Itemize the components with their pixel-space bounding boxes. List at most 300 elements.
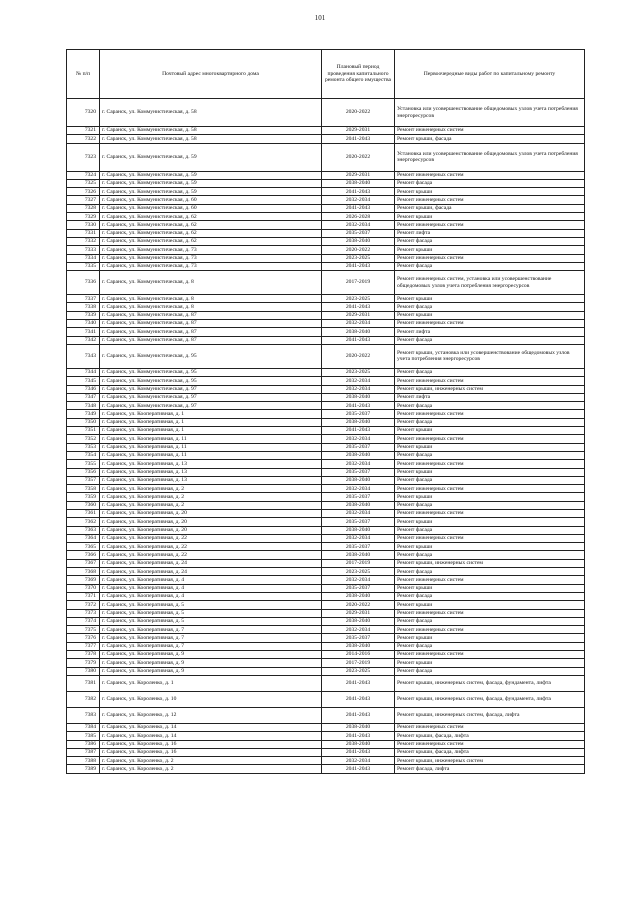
address-cell: г. Саранск, ул. Коммунистическая, д. 97 xyxy=(100,402,322,410)
address-cell: г. Саранск, ул. Кооперативная, д. 11 xyxy=(100,451,322,459)
works-cell: Ремонт инженерных систем xyxy=(395,435,585,443)
works-cell: Ремонт крыши xyxy=(395,427,585,435)
works-cell: Ремонт крыши, фасада, лифта xyxy=(395,748,585,756)
row-number-cell: 7381 xyxy=(67,675,100,691)
table-row xyxy=(67,526,585,534)
table-row xyxy=(67,229,585,237)
period-cell: 2041-2043 xyxy=(322,691,395,707)
period-cell: 2035-2037 xyxy=(322,518,395,526)
period-cell: 2023-2025 xyxy=(322,368,395,376)
address-cell: г. Саранск, ул. Коммунистическая, д. 60 xyxy=(100,196,322,204)
address-cell: г. Саранск, ул. Кооперативная, д. 9 xyxy=(100,651,322,659)
address-cell: г. Саранск, ул. Кооперативная, д. 2 xyxy=(100,501,322,509)
address-cell: г. Саранск, ул. Кооперативная, д. 1 xyxy=(100,418,322,426)
table-body xyxy=(67,99,585,774)
table-row xyxy=(67,518,585,526)
table-row xyxy=(67,295,585,303)
period-cell: 2020-2022 xyxy=(322,99,395,127)
works-cell: Ремонт крыши xyxy=(395,634,585,642)
table-row xyxy=(67,320,585,328)
period-cell: 2038-2040 xyxy=(322,723,395,731)
table-row xyxy=(67,659,585,667)
address-cell: г. Саранск, ул. Кооперативная, д. 5 xyxy=(100,609,322,617)
period-cell: 2038-2040 xyxy=(322,451,395,459)
row-number-cell: 7337 xyxy=(67,295,100,303)
row-number-cell: 7334 xyxy=(67,254,100,262)
address-cell: г. Саранск, ул. Кооперативная, д. 13 xyxy=(100,468,322,476)
period-cell: 2038-2040 xyxy=(322,642,395,650)
table-row xyxy=(67,135,585,143)
table-row xyxy=(67,427,585,435)
period-cell: 2041-2043 xyxy=(322,748,395,756)
table-row xyxy=(67,609,585,617)
table-row xyxy=(67,204,585,212)
table-row xyxy=(67,460,585,468)
table-row xyxy=(67,723,585,731)
period-cell: 2026-2028 xyxy=(322,213,395,221)
period-cell: 2041-2043 xyxy=(322,765,395,773)
address-cell: г. Саранск, ул. Кооперативная, д. 4 xyxy=(100,584,322,592)
works-cell: Ремонт лифта xyxy=(395,229,585,237)
works-cell: Ремонт крыши xyxy=(395,518,585,526)
table-row xyxy=(67,344,585,368)
period-cell: 2020-2022 xyxy=(322,246,395,254)
row-number-cell: 7356 xyxy=(67,468,100,476)
row-number-cell: 7363 xyxy=(67,526,100,534)
table-row xyxy=(67,443,585,451)
works-cell: Ремонт крыши xyxy=(395,584,585,592)
period-cell: 2035-2037 xyxy=(322,468,395,476)
address-cell: г. Саранск, ул. Кооперативная, д. 7 xyxy=(100,642,322,650)
address-cell: г. Саранск, ул. Кооперативная, д. 20 xyxy=(100,526,322,534)
period-cell: 2032-2034 xyxy=(322,509,395,517)
works-cell: Ремонт фасада xyxy=(395,568,585,576)
works-cell: Ремонт крыши, установка или усовершенствование общедомовых узлов учета потребления энергоресурсов xyxy=(395,344,585,368)
table-row xyxy=(67,246,585,254)
table-row xyxy=(67,418,585,426)
works-cell: Ремонт лифта xyxy=(395,393,585,401)
period-cell: 2038-2040 xyxy=(322,328,395,336)
row-number-cell: 7365 xyxy=(67,543,100,551)
period-cell: 2032-2034 xyxy=(322,485,395,493)
row-number-cell: 7325 xyxy=(67,179,100,187)
row-number-cell: 7324 xyxy=(67,171,100,179)
row-number-cell: 7362 xyxy=(67,518,100,526)
row-number-cell: 7361 xyxy=(67,509,100,517)
row-number-cell: 7328 xyxy=(67,204,100,212)
row-number-cell: 7366 xyxy=(67,551,100,559)
works-cell: Ремонт фасада xyxy=(395,642,585,650)
works-cell: Ремонт инженерных систем xyxy=(395,485,585,493)
header-address: Почтовый адрес многоквартирного дома xyxy=(100,50,322,99)
address-cell: г. Саранск, ул. Кооперативная, д. 5 xyxy=(100,601,322,609)
works-cell: Ремонт инженерных систем xyxy=(395,534,585,542)
period-cell: 2023-2025 xyxy=(322,568,395,576)
works-cell: Ремонт фасада xyxy=(395,179,585,187)
table-row xyxy=(67,221,585,229)
header-num: № п/п xyxy=(67,50,100,99)
period-cell: 2020-2022 xyxy=(322,344,395,368)
row-number-cell: 7338 xyxy=(67,303,100,311)
works-cell: Ремонт крыши xyxy=(395,468,585,476)
works-cell: Ремонт инженерных систем xyxy=(395,377,585,385)
address-cell: г. Саранск, ул. Кооперативная, д. 13 xyxy=(100,476,322,484)
address-cell: г. Саранск, ул. Кооперативная, д. 11 xyxy=(100,435,322,443)
table-row xyxy=(67,476,585,484)
address-cell: г. Саранск, ул. Короленко, д. 2 xyxy=(100,765,322,773)
works-cell: Ремонт фасада xyxy=(395,402,585,410)
address-cell: г. Саранск, ул. Коммунистическая, д. 87 xyxy=(100,311,322,319)
header-period: Плановый период проведения капитального ремонта общего имущества xyxy=(322,50,395,99)
works-cell: Ремонт фасада xyxy=(395,551,585,559)
address-cell: г. Саранск, ул. Коммунистическая, д. 87 xyxy=(100,328,322,336)
address-cell: г. Саранск, ул. Кооперативная, д. 22 xyxy=(100,551,322,559)
address-cell: г. Саранск, ул. Коммунистическая, д. 73 xyxy=(100,246,322,254)
address-cell: г. Саранск, ул. Кооперативная, д. 9 xyxy=(100,667,322,675)
works-cell: Ремонт крыши, фасада, лифта xyxy=(395,732,585,740)
table-row xyxy=(67,765,585,773)
period-cell: 2035-2037 xyxy=(322,584,395,592)
table-row xyxy=(67,99,585,127)
row-number-cell: 7341 xyxy=(67,328,100,336)
works-cell: Ремонт инженерных систем xyxy=(395,509,585,517)
period-cell: 2041-2043 xyxy=(322,188,395,196)
address-cell: г. Саранск, ул. Короленко, д. 16 xyxy=(100,740,322,748)
period-cell: 2020-2022 xyxy=(322,143,395,171)
period-cell: 2035-2037 xyxy=(322,410,395,418)
address-cell: г. Саранск, ул. Кооперативная, д. 7 xyxy=(100,626,322,634)
period-cell: 2017-2019 xyxy=(322,559,395,567)
address-cell: г. Саранск, ул. Кооперативная, д. 11 xyxy=(100,443,322,451)
address-cell: г. Саранск, ул. Кооперативная, д. 20 xyxy=(100,518,322,526)
row-number-cell: 7322 xyxy=(67,135,100,143)
address-cell: г. Саранск, ул. Коммунистическая, д. 87 xyxy=(100,336,322,344)
row-number-cell: 7323 xyxy=(67,143,100,171)
table-row xyxy=(67,385,585,393)
row-number-cell: 7358 xyxy=(67,485,100,493)
address-cell: г. Саранск, ул. Коммунистическая, д. 95 xyxy=(100,377,322,385)
address-cell: г. Саранск, ул. Коммунистическая, д. 73 xyxy=(100,262,322,270)
table-row xyxy=(67,559,585,567)
period-cell: 2038-2040 xyxy=(322,501,395,509)
address-cell: г. Саранск, ул. Коммунистическая, д. 62 xyxy=(100,229,322,237)
row-number-cell: 7351 xyxy=(67,427,100,435)
works-cell: Ремонт фасада xyxy=(395,476,585,484)
address-cell: г. Саранск, ул. Коммунистическая, д. 8 xyxy=(100,303,322,311)
row-number-cell: 7342 xyxy=(67,336,100,344)
table-row xyxy=(67,642,585,650)
period-cell: 2038-2040 xyxy=(322,551,395,559)
period-cell: 2032-2034 xyxy=(322,576,395,584)
page-number: 101 xyxy=(314,14,326,22)
table-row xyxy=(67,534,585,542)
works-cell: Ремонт крыши, инженерных систем xyxy=(395,559,585,567)
works-cell: Ремонт крыши xyxy=(395,295,585,303)
row-number-cell: 7340 xyxy=(67,320,100,328)
period-cell: 2023-2025 xyxy=(322,295,395,303)
works-cell: Ремонт лифта xyxy=(395,328,585,336)
table-row xyxy=(67,707,585,723)
works-cell: Ремонт фасада xyxy=(395,526,585,534)
address-cell: г. Саранск, ул. Коммунистическая, д. 95 xyxy=(100,344,322,368)
table-row xyxy=(67,336,585,344)
row-number-cell: 7359 xyxy=(67,493,100,501)
row-number-cell: 7374 xyxy=(67,617,100,625)
row-number-cell: 7380 xyxy=(67,667,100,675)
period-cell: 2035-2037 xyxy=(322,443,395,451)
address-cell: г. Саранск, ул. Коммунистическая, д. 73 xyxy=(100,254,322,262)
table-row xyxy=(67,626,585,634)
address-cell: г. Саранск, ул. Короленко, д. 12 xyxy=(100,707,322,723)
period-cell: 2029-2031 xyxy=(322,127,395,135)
table-row xyxy=(67,691,585,707)
address-cell: г. Саранск, ул. Коммунистическая, д. 95 xyxy=(100,368,322,376)
table-row xyxy=(67,179,585,187)
works-cell: Ремонт крыши xyxy=(395,601,585,609)
address-cell: г. Саранск, ул. Кооперативная, д. 22 xyxy=(100,534,322,542)
table-row xyxy=(67,254,585,262)
period-cell: 2041-2043 xyxy=(322,336,395,344)
address-cell: г. Саранск, ул. Коммунистическая, д. 97 xyxy=(100,393,322,401)
row-number-cell: 7384 xyxy=(67,723,100,731)
row-number-cell: 7375 xyxy=(67,626,100,634)
row-number-cell: 7353 xyxy=(67,443,100,451)
works-cell: Ремонт крыши xyxy=(395,493,585,501)
period-cell: 2032-2034 xyxy=(322,320,395,328)
row-number-cell: 7369 xyxy=(67,576,100,584)
period-cell: 2038-2040 xyxy=(322,393,395,401)
works-cell: Ремонт крыши, инженерных систем, фасада, лифта xyxy=(395,707,585,723)
table-row xyxy=(67,127,585,135)
table-row xyxy=(67,485,585,493)
table-row xyxy=(67,543,585,551)
table-row xyxy=(67,410,585,418)
table-row xyxy=(67,667,585,675)
row-number-cell: 7383 xyxy=(67,707,100,723)
period-cell: 2032-2034 xyxy=(322,460,395,468)
address-cell: г. Саранск, ул. Коммунистическая, д. 60 xyxy=(100,204,322,212)
row-number-cell: 7370 xyxy=(67,584,100,592)
works-cell: Ремонт фасада xyxy=(395,667,585,675)
table-row xyxy=(67,393,585,401)
row-number-cell: 7386 xyxy=(67,740,100,748)
row-number-cell: 7347 xyxy=(67,393,100,401)
table-row xyxy=(67,617,585,625)
address-cell: г. Саранск, ул. Коммунистическая, д. 59 xyxy=(100,171,322,179)
period-cell: 2038-2040 xyxy=(322,617,395,625)
row-number-cell: 7344 xyxy=(67,368,100,376)
period-cell: 2041-2043 xyxy=(322,707,395,723)
row-number-cell: 7354 xyxy=(67,451,100,459)
works-cell: Ремонт инженерных систем xyxy=(395,626,585,634)
table-row xyxy=(67,196,585,204)
row-number-cell: 7346 xyxy=(67,385,100,393)
table-row xyxy=(67,493,585,501)
works-cell: Ремонт инженерных систем xyxy=(395,723,585,731)
works-cell: Ремонт крыши, инженерных систем, фасада, фундамента, лифта xyxy=(395,691,585,707)
row-number-cell: 7331 xyxy=(67,229,100,237)
row-number-cell: 7382 xyxy=(67,691,100,707)
row-number-cell: 7372 xyxy=(67,601,100,609)
period-cell: 2032-2034 xyxy=(322,534,395,542)
row-number-cell: 7371 xyxy=(67,592,100,600)
address-cell: г. Саранск, ул. Кооперативная, д. 22 xyxy=(100,543,322,551)
table-row xyxy=(67,675,585,691)
address-cell: г. Саранск, ул. Кооперативная, д. 7 xyxy=(100,634,322,642)
address-cell: г. Саранск, ул. Короленко, д. 14 xyxy=(100,732,322,740)
works-cell: Ремонт инженерных систем xyxy=(395,740,585,748)
table-row xyxy=(67,262,585,270)
row-number-cell: 7368 xyxy=(67,568,100,576)
row-number-cell: 7345 xyxy=(67,377,100,385)
address-cell: г. Саранск, ул. Кооперативная, д. 1 xyxy=(100,410,322,418)
works-cell: Ремонт инженерных систем xyxy=(395,609,585,617)
table-row xyxy=(67,468,585,476)
address-cell: г. Саранск, ул. Кооперативная, д. 9 xyxy=(100,659,322,667)
row-number-cell: 7327 xyxy=(67,196,100,204)
row-number-cell: 7333 xyxy=(67,246,100,254)
table-row xyxy=(67,634,585,642)
period-cell: 2038-2040 xyxy=(322,476,395,484)
period-cell: 2032-2034 xyxy=(322,757,395,765)
table-row xyxy=(67,213,585,221)
header-works: Первоочередные виды работ по капитальному ремонту xyxy=(395,50,585,99)
period-cell: 2023-2025 xyxy=(322,254,395,262)
address-cell: г. Саранск, ул. Коммунистическая, д. 62 xyxy=(100,221,322,229)
address-cell: г. Саранск, ул. Кооперативная, д. 4 xyxy=(100,592,322,600)
works-cell: Ремонт инженерных систем xyxy=(395,576,585,584)
works-cell: Установка или усовершенствование общедомовых узлов учета потребления энергоресурсов xyxy=(395,143,585,171)
works-cell: Ремонт крыши, инженерных систем xyxy=(395,385,585,393)
table-row xyxy=(67,368,585,376)
table-row xyxy=(67,501,585,509)
table-row xyxy=(67,740,585,748)
period-cell: 2035-2037 xyxy=(322,493,395,501)
period-cell: 2041-2043 xyxy=(322,262,395,270)
row-number-cell: 7320 xyxy=(67,99,100,127)
address-cell: г. Саранск, ул. Кооперативная, д. 1 xyxy=(100,427,322,435)
period-cell: 2029-2031 xyxy=(322,311,395,319)
address-cell: г. Саранск, ул. Коммунистическая, д. 59 xyxy=(100,143,322,171)
works-cell: Ремонт крыши xyxy=(395,659,585,667)
table-row xyxy=(67,732,585,740)
row-number-cell: 7343 xyxy=(67,344,100,368)
address-cell: г. Саранск, ул. Коммунистическая, д. 87 xyxy=(100,320,322,328)
table-row xyxy=(67,757,585,765)
period-cell: 2029-2031 xyxy=(322,171,395,179)
works-cell: Ремонт инженерных систем xyxy=(395,320,585,328)
table-row xyxy=(67,188,585,196)
works-cell: Ремонт фасада xyxy=(395,451,585,459)
works-cell: Ремонт инженерных систем xyxy=(395,651,585,659)
period-cell: 2035-2037 xyxy=(322,634,395,642)
address-cell: г. Саранск, ул. Коммунистическая, д. 62 xyxy=(100,237,322,245)
period-cell: 2023-2025 xyxy=(322,667,395,675)
period-cell: 2017-2019 xyxy=(322,271,395,295)
address-cell: г. Саранск, ул. Короленко, д. 14 xyxy=(100,723,322,731)
works-cell: Ремонт крыши, инженерных систем xyxy=(395,757,585,765)
table-row xyxy=(67,271,585,295)
period-cell: 2032-2034 xyxy=(322,435,395,443)
table-row xyxy=(67,328,585,336)
row-number-cell: 7321 xyxy=(67,127,100,135)
row-number-cell: 7387 xyxy=(67,748,100,756)
works-cell: Ремонт фасада xyxy=(395,262,585,270)
table-row xyxy=(67,143,585,171)
row-number-cell: 7377 xyxy=(67,642,100,650)
row-number-cell: 7385 xyxy=(67,732,100,740)
row-number-cell: 7355 xyxy=(67,460,100,468)
period-cell: 2035-2037 xyxy=(322,229,395,237)
address-cell: г. Саранск, ул. Коммунистическая, д. 58 xyxy=(100,127,322,135)
row-number-cell: 7348 xyxy=(67,402,100,410)
table-row xyxy=(67,509,585,517)
address-cell: г. Саранск, ул. Короленко, д. 16 xyxy=(100,748,322,756)
address-cell: г. Саранск, ул. Кооперативная, д. 2 xyxy=(100,493,322,501)
table-row xyxy=(67,377,585,385)
row-number-cell: 7339 xyxy=(67,311,100,319)
period-cell: 2041-2043 xyxy=(322,675,395,691)
row-number-cell: 7378 xyxy=(67,651,100,659)
works-cell: Ремонт крыши xyxy=(395,543,585,551)
address-cell: г. Саранск, ул. Короленко, д. 10 xyxy=(100,691,322,707)
works-cell: Ремонт фасада xyxy=(395,592,585,600)
address-cell: г. Саранск, ул. Кооперативная, д. 24 xyxy=(100,559,322,567)
period-cell: 2032-2034 xyxy=(322,377,395,385)
row-number-cell: 7349 xyxy=(67,410,100,418)
table-row xyxy=(67,402,585,410)
period-cell: 2041-2043 xyxy=(322,427,395,435)
row-number-cell: 7388 xyxy=(67,757,100,765)
works-cell: Ремонт фасада xyxy=(395,303,585,311)
address-cell: г. Саранск, ул. Короленко, д. 1 xyxy=(100,675,322,691)
table-row xyxy=(67,576,585,584)
period-cell: 2041-2043 xyxy=(322,303,395,311)
table-row xyxy=(67,568,585,576)
address-cell: г. Саранск, ул. Коммунистическая, д. 58 xyxy=(100,135,322,143)
works-cell: Ремонт инженерных систем xyxy=(395,254,585,262)
works-cell: Ремонт крыши xyxy=(395,443,585,451)
address-cell: г. Саранск, ул. Коммунистическая, д. 59 xyxy=(100,188,322,196)
row-number-cell: 7352 xyxy=(67,435,100,443)
works-cell: Ремонт крыши xyxy=(395,213,585,221)
works-cell: Ремонт фасада xyxy=(395,336,585,344)
period-cell: 2038-2040 xyxy=(322,526,395,534)
works-cell: Установка или усовершенствование общедомовых узлов учета потребления энергоресурсов xyxy=(395,99,585,127)
row-number-cell: 7376 xyxy=(67,634,100,642)
row-number-cell: 7357 xyxy=(67,476,100,484)
table-row xyxy=(67,551,585,559)
address-cell: г. Саранск, ул. Кооперативная, д. 2 xyxy=(100,485,322,493)
row-number-cell: 7336 xyxy=(67,271,100,295)
works-cell: Ремонт крыши xyxy=(395,311,585,319)
works-cell: Ремонт крыши, фасада xyxy=(395,135,585,143)
row-number-cell: 7326 xyxy=(67,188,100,196)
table-row xyxy=(67,651,585,659)
works-cell: Ремонт крыши xyxy=(395,188,585,196)
period-cell: 2038-2040 xyxy=(322,237,395,245)
address-cell: г. Саранск, ул. Кооперативная, д. 4 xyxy=(100,576,322,584)
works-cell: Ремонт инженерных систем xyxy=(395,410,585,418)
address-cell: г. Саранск, ул. Кооперативная, д. 20 xyxy=(100,509,322,517)
row-number-cell: 7332 xyxy=(67,237,100,245)
works-cell: Ремонт фасада xyxy=(395,368,585,376)
works-cell: Ремонт фасада xyxy=(395,237,585,245)
period-cell: 2032-2034 xyxy=(322,196,395,204)
works-cell: Ремонт крыши, фасада xyxy=(395,204,585,212)
period-cell: 2035-2037 xyxy=(322,543,395,551)
period-cell: 2041-2043 xyxy=(322,135,395,143)
